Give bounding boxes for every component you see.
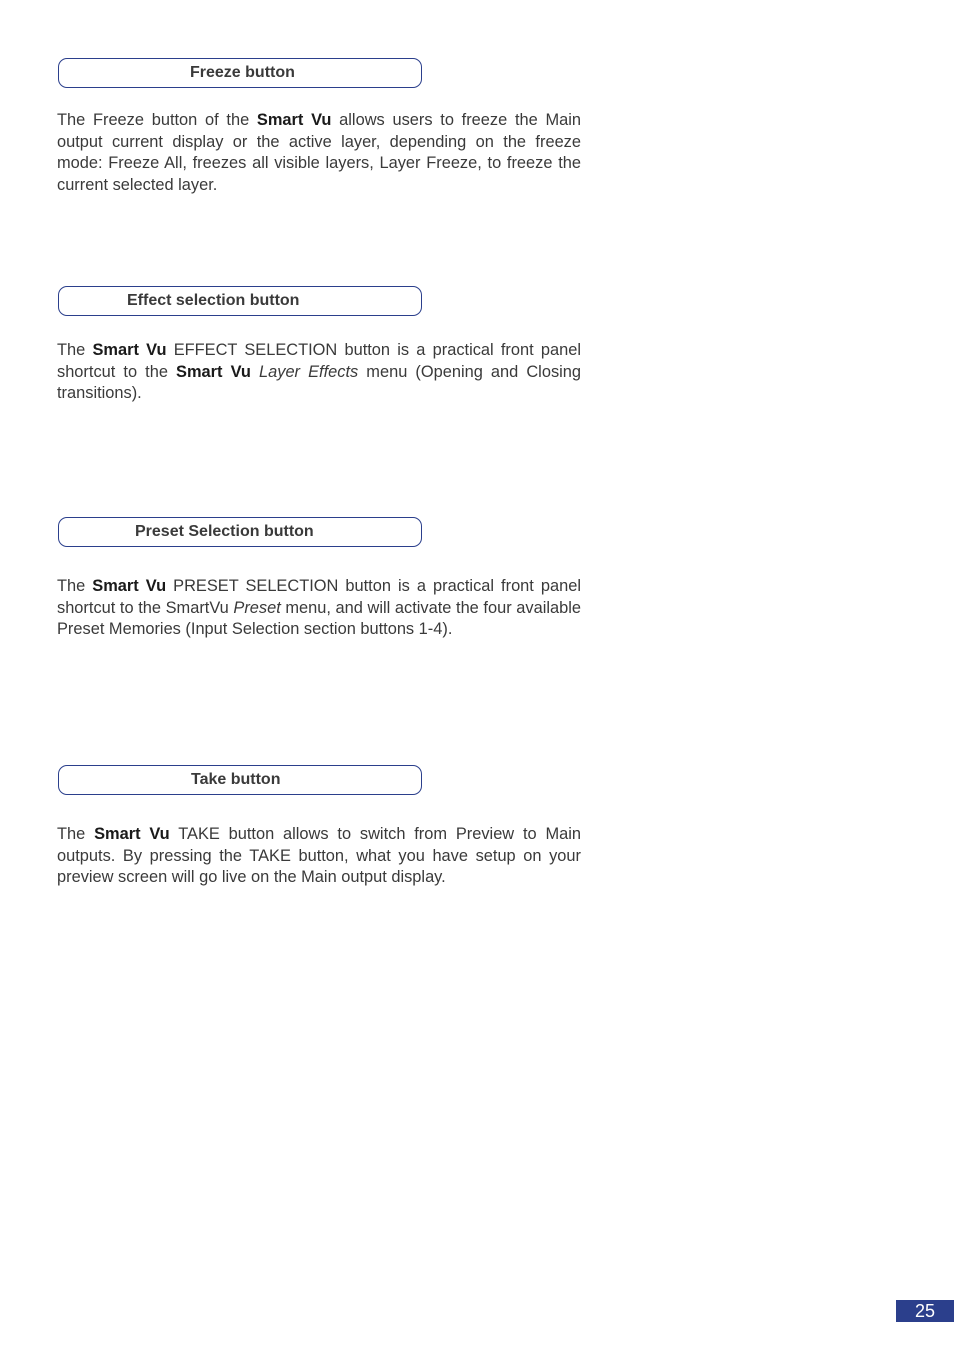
text-run: The Freeze button of the [57, 111, 257, 129]
italic-text: Layer Effects [259, 362, 359, 381]
text-run: TAKE button allows to switch from Preview to Main outputs. By pressing the TAKE button, what you have setup on your preview screen will go live on the Main output display. [57, 825, 581, 886]
section-header-preset-selection [58, 517, 422, 547]
bold-text: Smart Vu [92, 341, 167, 359]
text-run: The [57, 825, 95, 843]
paragraph-take [57, 824, 581, 889]
section-title: Take button [191, 771, 281, 788]
text-run [251, 363, 259, 381]
text-run: PRESET SELECTION button is a practical front panel shortcut to the SmartVu [57, 577, 581, 617]
paragraph-freeze [57, 110, 581, 196]
text-run: menu (Opening and Closing transitions). [57, 362, 582, 402]
section-header-take [58, 765, 422, 795]
text-run: allows users to freeze the Main output current display or the active layer, depending on the freeze mode: Freeze All, freezes all visible layers, Layer Freeze, to freeze the current selected layer. [57, 111, 581, 194]
text-run: menu, and will activate the four available Preset Memories (Input Selection section buttons 1-4). [57, 598, 581, 638]
paragraph-preset-selection [57, 576, 581, 641]
section-header-effect-selection [58, 286, 422, 316]
text-run: EFFECT SELECTION button is a practical front panel shortcut to the [57, 341, 581, 381]
section-header-freeze [58, 58, 422, 88]
italic-text: Preset [233, 598, 281, 617]
section-title: Effect selection button [127, 292, 300, 309]
section-title: Freeze button [190, 64, 295, 81]
bold-text: Smart Vu [94, 825, 170, 843]
text-run: The [57, 577, 93, 595]
bold-text: Smart Vu [256, 111, 332, 129]
bold-text: Smart Vu [92, 577, 167, 595]
paragraph-effect-selection [57, 340, 581, 405]
page-number: 25 [896, 1300, 954, 1322]
bold-text: Smart Vu [176, 362, 251, 381]
text-run: The [57, 341, 93, 359]
section-title: Preset Selection button [135, 523, 314, 540]
